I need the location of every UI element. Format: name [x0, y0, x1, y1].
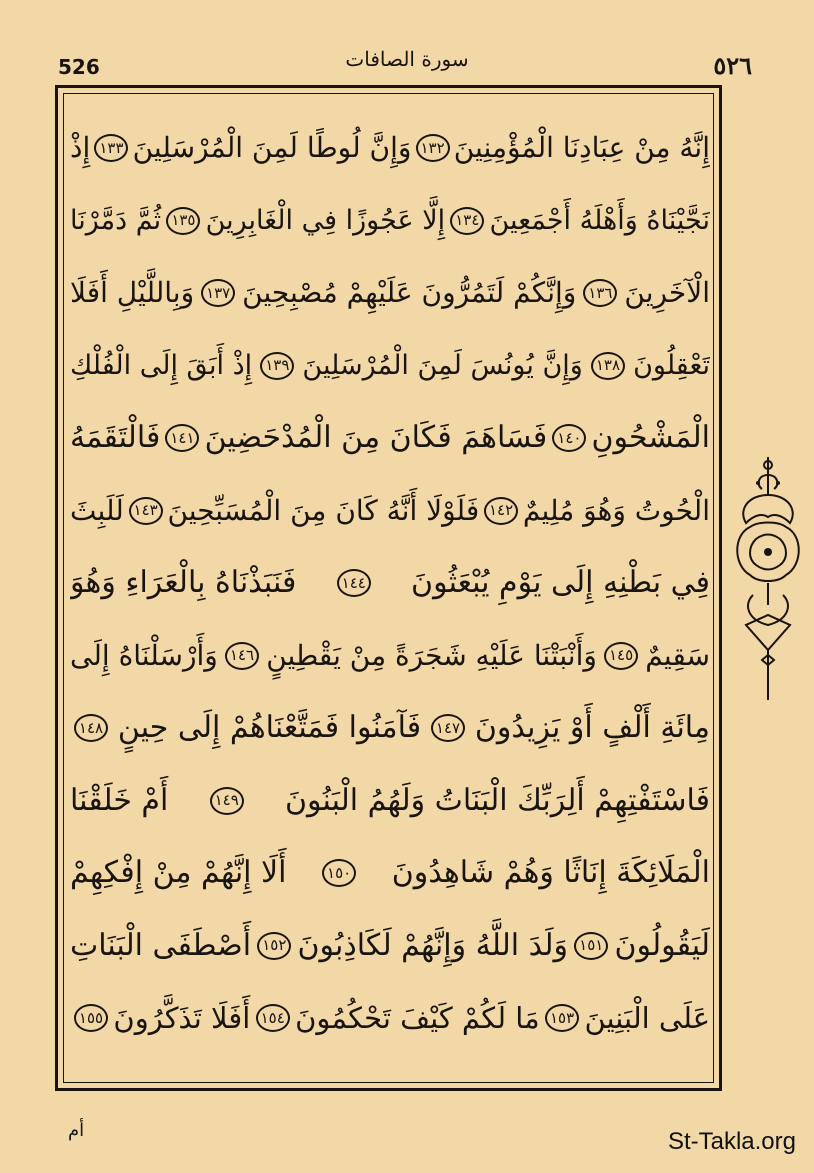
ayah-number-marker: ١٥٢ — [257, 932, 291, 960]
ayah-number-marker: ١٥٠ — [322, 859, 356, 887]
text-line — [70, 330, 710, 403]
verse-text: وَإِنَّكُمْ لَتَمُرُّونَ عَلَيْهِمْ مُصْبِحِينَ — [242, 276, 577, 310]
verse-text: وَأَنْبَتْنَا عَلَيْهِ شَجَرَةً مِنْ يَقْطِينٍ — [266, 638, 597, 672]
ayah-number-marker: ١٤٩ — [210, 787, 244, 815]
verse-text: وَبِاللَّيْلِ أَفَلَا — [70, 276, 195, 310]
text-line — [70, 112, 710, 185]
ayah-number-marker: ١٣٢ — [416, 134, 450, 162]
ayah-number-marker: ١٥٣ — [545, 1004, 579, 1032]
ayah-number-marker: ١٤٥ — [604, 642, 638, 670]
verse-text: فَنَبَذْنَاهُ بِالْعَرَاءِ وَهُوَ — [70, 565, 297, 601]
ayah-number-marker: ١٤٢ — [484, 497, 518, 525]
text-line — [70, 837, 710, 910]
verse-text: إِذْ أَبَقَ إِلَى الْفُلْكِ — [70, 350, 253, 382]
ayah-number-marker: ١٤٨ — [74, 714, 108, 742]
ayah-number-marker: ١٣٨ — [591, 352, 625, 380]
verse-text: الْمَشْحُونِ — [591, 420, 710, 456]
verse-text: مِائَةِ أَلْفٍ أَوْ يَزِيدُونَ — [474, 710, 710, 746]
ayah-number-marker: ١٤٣ — [129, 497, 163, 525]
text-line — [70, 765, 710, 838]
verse-text: فَسَاهَمَ فَكَانَ مِنَ الْمُدْحَضِينَ — [204, 420, 548, 456]
ayah-number-marker: ١٣٧ — [201, 279, 235, 307]
ayah-number-marker: ١٥٥ — [74, 1004, 108, 1032]
verse-text: وَأَرْسَلْنَاهُ إِلَى — [70, 638, 218, 672]
verse-text: فِي بَطْنِهِ إِلَى يَوْمِ يُبْعَثُونَ — [411, 565, 710, 601]
ayah-number-marker: ١٣٩ — [260, 352, 294, 380]
ayah-number-marker: ١٥١ — [574, 932, 608, 960]
verse-text: الْآخَرِينَ — [624, 276, 710, 310]
text-line — [70, 257, 710, 330]
text-line — [70, 910, 710, 983]
verse-text: أَصْطَفَى الْبَنَاتِ — [70, 927, 252, 963]
ayah-number-marker: ١٤٤ — [337, 569, 371, 597]
verse-text: الْمَلَائِكَةَ إِنَاثًا وَهُمْ شَاهِدُونَ — [391, 855, 710, 891]
text-line — [70, 475, 710, 548]
verse-text: الْحُوتُ وَهُوَ مُلِيمٌ — [522, 493, 710, 527]
watermark-text: St-Takla.org — [667, 1128, 796, 1155]
verse-text: ثُمَّ دَمَّرْنَا — [70, 205, 162, 237]
text-line — [70, 692, 710, 765]
verse-text: إِنَّهُ مِنْ عِبَادِنَا الْمُؤْمِنِينَ — [453, 131, 710, 165]
verse-text: مَا لَكُمْ كَيْفَ تَحْكُمُونَ — [295, 1000, 540, 1035]
ayah-number-marker: ١٥٤ — [256, 1004, 290, 1032]
verse-text: فَالْتَقَمَهُ — [70, 420, 161, 456]
quran-text-block — [70, 112, 710, 1072]
text-line — [70, 402, 710, 475]
ayah-number-marker: ١٤٧ — [431, 714, 465, 742]
page-number-right: ٥٢٦ — [713, 51, 752, 80]
verse-text: إِلَّا عَجُوزًا فِي الْغَابِرِينَ — [205, 205, 446, 237]
verse-text: نَجَّيْنَاهُ وَأَهْلَهُ أَجْمَعِينَ — [489, 205, 710, 237]
verse-text: لَيَقُولُونَ — [614, 927, 710, 963]
page-number-left: 526 — [58, 55, 100, 79]
verse-text: إِذْ — [70, 131, 91, 165]
verse-text: فَآمَنُوا فَمَتَّعْنَاهُمْ إِلَى حِينٍ — [117, 710, 422, 746]
text-line — [70, 185, 710, 258]
verse-text: فَلَوْلَا أَنَّهُ كَانَ مِنَ الْمُسَبِّحِينَ — [167, 493, 480, 527]
surah-title: سورة الصافات — [345, 47, 469, 71]
ayah-number-marker: ١٣٥ — [166, 207, 200, 235]
hizb-marker-ornament-icon — [728, 455, 808, 705]
ayah-number-marker: ١٤١ — [165, 424, 199, 452]
page-header — [0, 45, 814, 85]
verse-text: وَإِنَّ يُونُسَ لَمِنَ الْمُرْسَلِينَ — [302, 350, 583, 382]
text-line — [70, 547, 710, 620]
verse-text: أَمْ خَلَقْنَا — [70, 782, 169, 818]
verse-text: لَلَبِثَ — [70, 493, 124, 527]
verse-text: أَلَا إِنَّهُمْ مِنْ إِفْكِهِمْ — [70, 855, 287, 891]
verse-text: وَلَدَ اللَّهُ وَإِنَّهُمْ لَكَاذِبُونَ — [297, 927, 569, 963]
verse-text: وَإِنَّ لُوطًا لَمِنَ الْمُرْسَلِينَ — [132, 131, 412, 165]
verse-text: أَفَلَا تَذَكَّرُونَ — [113, 1000, 251, 1035]
verse-text: عَلَى الْبَنِينَ — [584, 1000, 710, 1035]
ayah-number-marker: ١٤٠ — [552, 424, 586, 452]
verse-text: سَقِيمٌ — [645, 638, 710, 672]
verse-text: تَعْقِلُونَ — [633, 350, 710, 382]
verse-text: فَاسْتَفْتِهِمْ أَلِرَبِّكَ الْبَنَاتُ وَلَهُمُ الْبَنُونَ — [285, 782, 710, 818]
ayah-number-marker: ١٤٦ — [225, 642, 259, 670]
ayah-number-marker: ١٣٤ — [450, 207, 484, 235]
catchword: أم — [68, 1120, 85, 1141]
text-line — [70, 620, 710, 693]
ayah-number-marker: ١٣٣ — [94, 134, 128, 162]
ayah-number-marker: ١٣٦ — [583, 279, 617, 307]
text-line — [70, 982, 710, 1055]
